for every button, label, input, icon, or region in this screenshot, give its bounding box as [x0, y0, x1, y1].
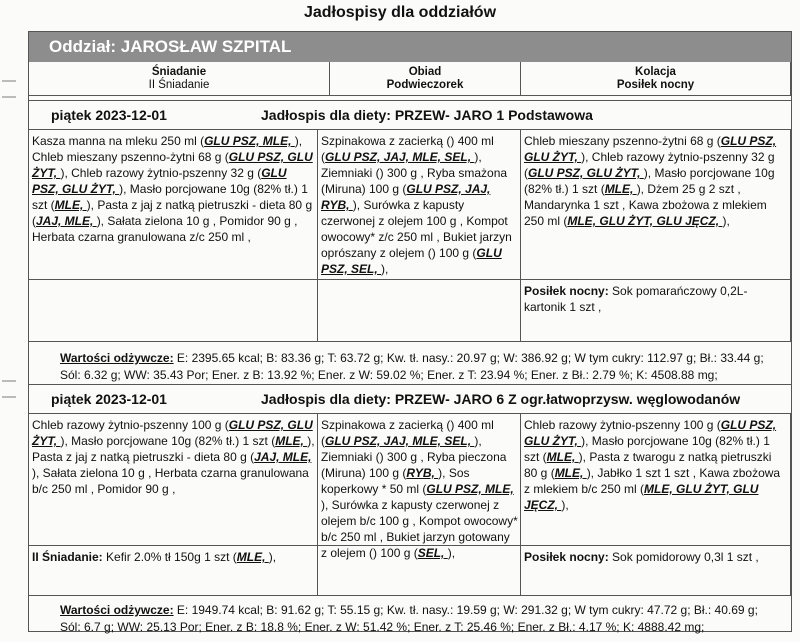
night-snack-cell — [521, 280, 791, 342]
menu-text: Szpinakowa z zacierką () 400 ml ( — [321, 418, 494, 448]
menu-text: ), — [722, 214, 730, 228]
column-header-line2: Podwieczorek — [386, 78, 464, 91]
snack-cell — [318, 280, 521, 342]
allergen-tag: GLU PSZ, GLU ŻYT, — [32, 418, 313, 448]
menu-text: ), Surówka z kapusty czerwonej z olejem b/c 100 g , Kompot owocowy* b/c 250 ml , Bukiet jarzyn gotowany z olejem () 100 g ( — [321, 498, 518, 560]
menu-text: ), — [268, 550, 277, 564]
column-header-dinner — [521, 62, 791, 96]
margin-mark — [2, 80, 16, 82]
night-snack-label: Posiłek nocny: — [524, 550, 609, 564]
nutrition-values: E: 2395.65 kcal; B: 83.36 g; T: 63.72 g; Kw. tł. nasy.: 20.97 g; W: 386.92 g; W tym cukry: 112.97 g; Bł.: 33.44 g; Sól: 6.32 g; WW: 35.43 Por; Ener. z B: 13.92 %; Ener. z W: 59.02 %; Ener. z T: 23.94 %; Ener. z Bł.: 2.79 %; K: 4508.88 mg; — [60, 351, 764, 382]
margin-mark — [2, 396, 16, 398]
column-header-line1: Kolacja — [635, 65, 676, 78]
menu-text: ), Masło porcjowane 10g (82% tł.) 1 szt ( — [524, 166, 775, 196]
menu-text: Sok pomarańczowy 0,2L-kartonik 1 szt , — [524, 284, 748, 314]
lunch-cell — [318, 130, 521, 280]
column-header-line1: Śniadanie — [151, 65, 207, 78]
second-breakfast-cell — [29, 280, 318, 342]
allergen-tag: GLU PSZ, JAJ, MLE, SEL, — [325, 150, 475, 164]
dinner-cell — [521, 130, 791, 280]
menu-text: Szpinakowa z zacierką () 400 ml ( — [321, 134, 494, 164]
menu-text: Chleb razowy żytnio-pszenny 100 g ( — [32, 418, 229, 432]
allergen-tag: MLE, — [236, 550, 269, 564]
allergen-tag: MLE, — [604, 182, 637, 196]
menu-text: ), Chleb razowy żytnio-pszenny 32 g ( — [524, 150, 775, 180]
margin-mark — [2, 380, 16, 382]
dinner-cell — [521, 414, 791, 546]
menu-text: ), Chleb razowy żytnio-pszenny 32 g ( — [60, 166, 262, 180]
menu-text: ), Chleb mieszany pszenno-żytni 68 g ( — [32, 134, 303, 164]
allergen-tag: GLU PSZ, JAJ, RYB, — [321, 182, 491, 212]
allergen-tag: GLU PSZ, GLU ŻYT, — [528, 166, 644, 180]
allergen-tag: MLE, — [275, 434, 308, 448]
day-date: piątek 2023-12-01 — [51, 107, 167, 123]
breakfast-cell — [29, 414, 318, 546]
lunch-cell — [318, 414, 521, 560]
allergen-tag: GLU PSZ, GLU ŻYT, — [524, 418, 777, 448]
menu-text: ), Masło porcjowane 10g (82% tł.) 1 szt ( — [32, 182, 308, 212]
nutrition-summary — [60, 602, 780, 636]
allergen-tag: MLE, GLU ŻYT, GLU JĘCZ, — [524, 482, 759, 512]
day-header — [29, 100, 791, 130]
snack-cell — [318, 546, 521, 596]
allergen-tag: GLU PSZ, GLU ŻYT, — [32, 150, 313, 180]
menu-text: Kasza manna na mleku 250 ml ( — [32, 134, 205, 148]
menu-text: ), Jabłko 1 szt 1 szt , Kawa zbożowa z mlekiem b/c 250 ml ( — [524, 466, 781, 496]
breakfast-cell — [29, 130, 318, 280]
menu-text: ), Ziemniaki () 300 g , Ryba pieczona (Miruna) 100 g ( — [321, 434, 507, 480]
menu-text: ), Masło porcjowane 10g (82% tł.) 1 szt ( — [524, 434, 770, 464]
night-snack-label: Posiłek nocny: — [524, 284, 609, 298]
allergen-tag: JAJ, MLE, — [254, 450, 312, 464]
allergen-tag: MLE, — [54, 198, 87, 212]
nutrition-summary — [60, 350, 780, 384]
menu-text: ), Pasta z twarogu z natką pietruszki 80 g ( — [524, 450, 772, 480]
column-header-line1: Obiad — [408, 65, 442, 78]
menu-text: Chleb mieszany pszenno-żytni 68 g ( — [524, 134, 721, 148]
second-breakfast-label: II Śniadanie: — [32, 550, 103, 564]
menu-text: Chleb razowy żytnio-pszenny 100 g ( — [524, 418, 721, 432]
menu-text: ), — [381, 262, 389, 276]
allergen-tag: RYB, — [406, 466, 439, 480]
allergen-tag: GLU PSZ, JAJ, MLE, SEL, — [325, 434, 475, 448]
menu-text: ), Masło porcjowane 10g (82% tł.) 1 szt ( — [60, 434, 276, 448]
day-header — [29, 384, 791, 414]
allergen-tag: GLU PSZ, GLU ŻYT, — [32, 166, 287, 196]
diet-name: Jadłospis dla diety: PRZEW- JARO 1 Podstawowa — [261, 107, 593, 123]
allergen-tag: GLU PSZ, SEL, — [321, 246, 502, 276]
nutrition-label: Wartości odżywcze: — [60, 603, 174, 617]
diet-name: Jadłospis dla diety: PRZEW- JARO 6 Z ogr.łatwoprzysw. węglowodanów — [261, 391, 741, 407]
nutrition-label: Wartości odżywcze: — [60, 351, 174, 365]
allergen-tag: MLE, — [554, 466, 587, 480]
column-header-line2: II Śniadanie — [148, 78, 210, 91]
second-breakfast-content — [103, 550, 276, 564]
margin-mark — [2, 96, 16, 98]
column-header-lunch — [330, 62, 521, 96]
column-header-line2: Posiłek nocny — [616, 78, 695, 91]
allergen-tag: MLE, — [546, 450, 579, 464]
menu-text: ), Pasta z jaj z natką pietruszki - dieta 80 g ( — [32, 198, 313, 228]
menu-text: ), Ziemniaki () 300 g , Ryba smażona (Miruna) 100 g ( — [321, 150, 508, 196]
second-breakfast-cell — [29, 546, 318, 596]
menu-text: ), Sos koperkowy * 50 ml ( — [321, 466, 470, 496]
menu-text: ), Sałata zielona 10 g , Herbata czarna granulowana b/c 250 ml , Pomidor 90 g , — [32, 466, 309, 496]
menu-text: ), Surówka z kapusty czerwonej z olejem 100 g , Kompot owocowy* z/c 250 ml , Bukiet jarzyn oprószany z olejem () 100 g ( — [321, 198, 512, 260]
menu-text: Sok pomidorowy 0,3l 1 szt , — [608, 550, 759, 564]
allergen-tag: SEL, — [417, 546, 448, 560]
night-snack-content — [609, 550, 759, 564]
allergen-tag: MLE, GLU ŻYT, GLU JĘCZ, — [567, 214, 723, 228]
department-header: Oddział: JAROSŁAW SZPITAL — [29, 32, 791, 62]
page-title: Jadłospisy dla oddziałów — [303, 4, 497, 21]
menu-text: ), Dżem 25 g 2 szt , Mandarynka 1 szt , Kawa zbożowa z mlekiem 250 ml ( — [524, 182, 767, 228]
menu-text: ), Sałata zielona 10 g , Pomidor 90 g , Herbata czarna granulowana z/c 250 ml , — [32, 214, 298, 244]
allergen-tag: GLU PSZ, GLU ŻYT, — [524, 134, 777, 164]
night-snack-cell — [521, 546, 791, 596]
day-date: piątek 2023-12-01 — [51, 391, 167, 407]
allergen-tag: JAJ, MLE, — [36, 214, 97, 228]
menu-text: Kefir 2.0% tł 150g 1 szt ( — [102, 550, 237, 564]
menu-text: ), Pasta z jaj z natką pietruszki - dieta 80 g ( — [32, 434, 315, 464]
nutrition-values: E: 1949.74 kcal; B: 91.62 g; T: 55.15 g; Kw. tł. nasy.: 19.59 g; W: 291.32 g; W tym cukry: 47.72 g; Bł.: 40.69 g; Sól: 6.7 g; WW: 25.13 Por; Ener. z B: 18.8 %; Ener. z W: 51.42 %; Ener. z T: 25.46 %; Ener. z Bł.: 4.17 %; K: 4888.42 mg; — [60, 603, 758, 634]
column-header-breakfast — [29, 62, 330, 96]
menu-text: ), — [561, 498, 569, 512]
allergen-tag: GLU PSZ, MLE, — [426, 482, 514, 496]
allergen-tag: GLU PSZ, MLE, — [204, 134, 295, 148]
menu-text: ), — [447, 546, 456, 560]
